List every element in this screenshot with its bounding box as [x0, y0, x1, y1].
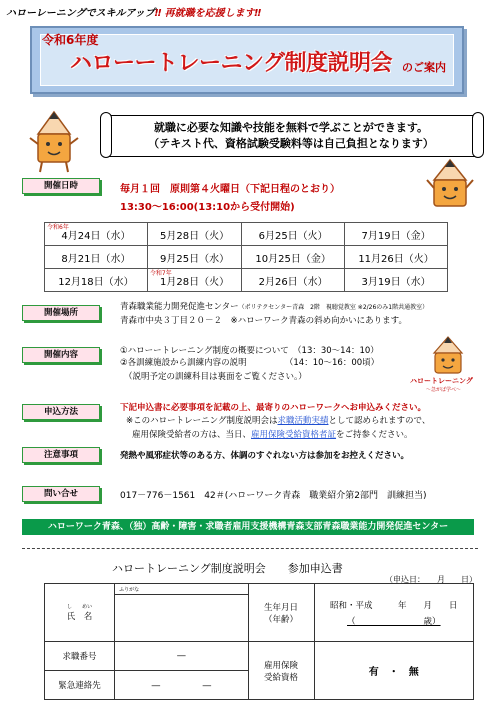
schedule-cell: 2月26日（水）	[242, 269, 345, 292]
schedule-cell: 6月25日（火）	[242, 223, 345, 246]
venue-line-1: 青森職業能力開発促進センター（ポリテクセンター青森 2階 視聴覚教室 ※2/26のみ1階共通教室）	[120, 302, 429, 312]
schedule-cell: 7月19日（金）	[345, 223, 448, 246]
table-row	[45, 246, 448, 269]
schedule-cell: 11月26日（火）	[345, 246, 448, 269]
tagline-emphasis: ‼ 再就職を応援します‼	[154, 8, 261, 19]
content-note: （説明予定の訓練科目は裏面をご覧ください。）	[124, 372, 307, 382]
age-value: （ 歳）	[347, 616, 441, 627]
caution-text: 発熱や風邪症状等のある方、体調のすぐれない方は参加をお控えください。	[120, 451, 410, 461]
schedule-cell: 3月19日（水）	[345, 269, 448, 292]
furigana-cell[interactable]	[115, 584, 248, 595]
insurance-label: 雇用保険 受給資格	[248, 642, 314, 700]
apply-label: 申込方法	[22, 404, 100, 420]
insurance-choice[interactable]: 有 ・ 無	[314, 642, 473, 700]
form-title: ハロートレーニング制度説明会 参加申込書	[112, 562, 343, 575]
emergency-contact-label: 緊急連絡先	[45, 671, 115, 700]
table-row	[45, 642, 474, 671]
form-date: （申込日： 月 日）	[385, 575, 477, 584]
application-form-table	[44, 583, 474, 700]
intro-text	[112, 120, 470, 152]
title-suffix: のご案内	[402, 61, 446, 74]
name-label-cell	[45, 584, 115, 642]
pencil-mascot-icon	[28, 110, 80, 174]
apply-line-1: 下記申込書に必要事項を記載の上、最寄りのハローワークへお申込みください。	[120, 403, 427, 413]
caution-label: 注意事項	[22, 447, 100, 463]
pencil-mascot-icon	[425, 158, 475, 214]
schedule-cell: 9月25日（水）	[147, 246, 241, 269]
fiscal-year: 令和6年度	[42, 33, 99, 47]
contact-text: 017－776－1561 42＃(ハローワーク青森 職業紹介第2部門 訓練担当)	[120, 491, 427, 501]
schedule-cell: 令和6年 4月24日（水）	[45, 223, 148, 246]
logo-text: ハロートレーニング	[410, 377, 473, 385]
emergency-contact-input[interactable]: ― ―	[115, 671, 248, 700]
hello-training-logo-icon	[428, 335, 468, 375]
logo-subtext: ～急がば学べ～	[426, 387, 462, 393]
apply-line-2: ※このハロートレーニング制度説明会は求職活動実績として認められますので、	[126, 416, 431, 426]
tagline-main: ハローレーニングでスキルアップ	[6, 8, 155, 19]
scroll-left-curl	[100, 112, 112, 158]
name-label: 氏 名	[66, 612, 93, 622]
job-number-label: 求職番号	[45, 642, 115, 671]
contact-label: 問い合せ	[22, 486, 100, 502]
schedule-cell: 令和7年 1月28日（火）	[147, 269, 241, 292]
content-item-1: ①ハローートレーニング制度の概要について （13：30～14：10）	[120, 346, 379, 356]
schedule-line-1: 毎月１回 原則第４火曜日（下記日程のとおり）	[120, 184, 340, 195]
venue-label: 開催場所	[22, 305, 100, 321]
schedule-cell: 8月21日（水）	[45, 246, 148, 269]
schedule-line-2: 13:30～16:00(13:10から受付開始)	[120, 202, 295, 213]
table-row	[45, 584, 474, 595]
birth-value-cell[interactable]	[314, 584, 473, 642]
content-label: 開催内容	[22, 347, 100, 363]
content-item-2: ②各訓練施設から訓練内容の説明 （14：10～16：00頃）	[120, 358, 380, 368]
birth-label: 生年月日 （年齢）	[248, 584, 314, 642]
schedule-cell: 5月28日（火）	[147, 223, 241, 246]
page-title: ハローートレーニング制度説明会	[70, 51, 393, 76]
schedule-label: 開催日時	[22, 178, 100, 194]
year-note: 令和7年	[149, 270, 172, 277]
cut-line	[22, 548, 478, 549]
year-note: 令和6年	[47, 224, 69, 231]
table-row	[45, 269, 448, 292]
venue-line-2: 青森市中央３丁目２０－２ ※ハローワーク青森の斜め向かいにあります。	[120, 316, 407, 326]
name-input-cell[interactable]	[115, 595, 248, 642]
intro-line-2: （テキスト代、資格試験受験料等は自己負担となります）	[148, 137, 434, 150]
header-tagline	[6, 4, 261, 19]
scroll-right-curl	[472, 112, 484, 158]
schedule-cell: 12月18日（水）	[45, 269, 148, 292]
intro-line-1: 就職に必要な知識や技能を無料で学ぶことができます。	[153, 121, 429, 134]
furigana-label: ふりがな	[119, 587, 140, 593]
apply-line-3: 雇用保険受給者の方は、当日、雇用保険受給資格者証をご持参ください。	[132, 430, 413, 440]
table-row	[45, 223, 448, 246]
schedule-cell: 10月25日（金）	[242, 246, 345, 269]
job-number-input[interactable]: ―	[115, 642, 248, 671]
birth-value: 昭和・平成 年 月 日	[330, 600, 458, 611]
name-ruby: し めい	[67, 604, 93, 610]
organizer-band: ハローワーク青森、（独）高齢・障害・求職者雇用支援機構青森支部青森職業能力開発促進センター	[22, 519, 474, 535]
schedule-table	[44, 222, 448, 292]
